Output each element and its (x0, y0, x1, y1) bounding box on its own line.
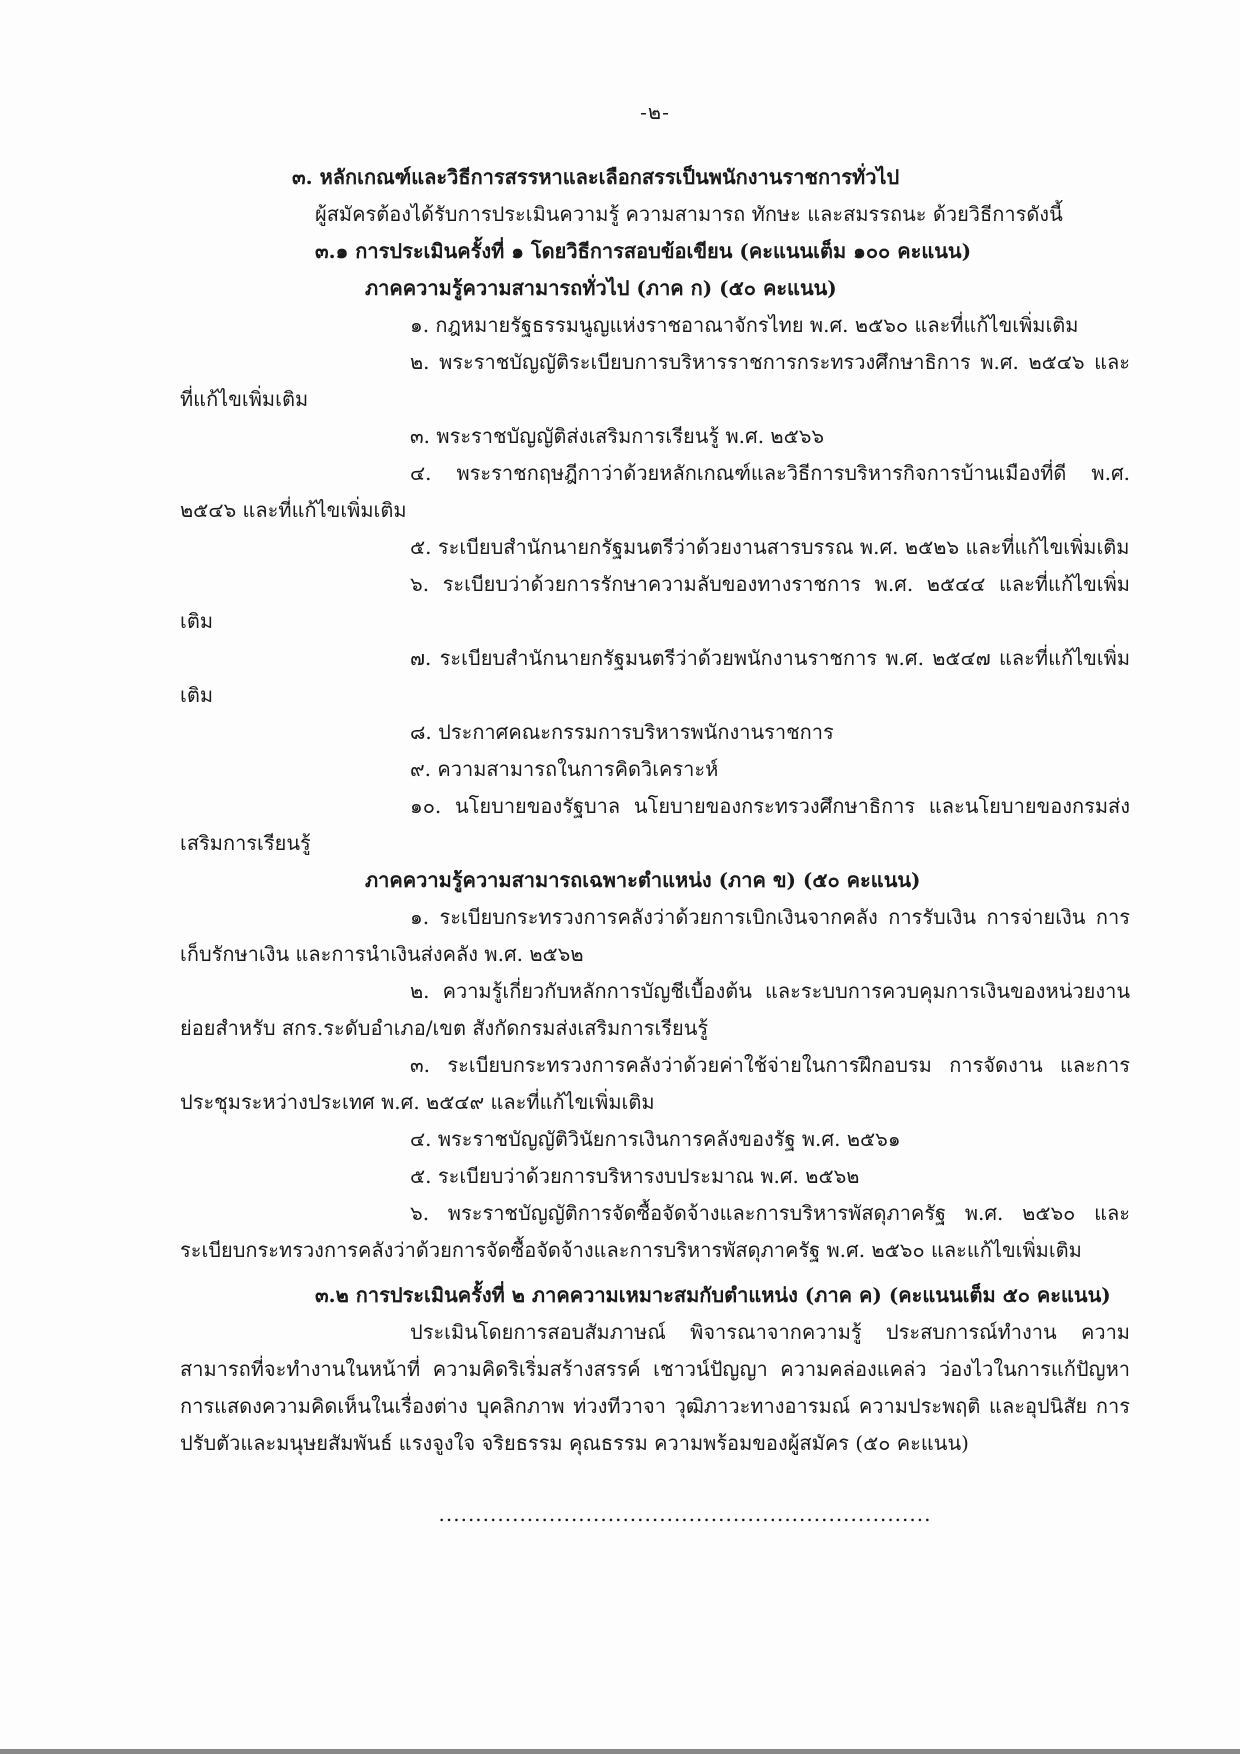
end-dotted-line: ................................................................... (438, 1502, 932, 1526)
list-item: ๔. พระราชกฤษฎีกาว่าด้วยหลักเกณฑ์และวิธีการบริหารกิจการบ้านเมืองที่ดี พ.ศ. ๒๕๔๖ และที่แก้ไขเพิ่มเติม (180, 461, 1130, 522)
section-3-2-heading: ๓.๒ การประเมินครั้งที่ ๒ ภาคความเหมาะสมกับตำแหน่ง (ภาค ค) (คะแนนเต็ม ๕๐ คะแนน) (315, 1283, 1111, 1307)
section-3-2-body: ประเมินโดยการสอบสัมภาษณ์ พิจารณาจากความรู้ ประสบการณ์ทำงาน ความสามารถที่จะทำงานในหน้าที่ ความคิดริเริ่มสร้างสรรค์ เชาวน์ปัญญา ความคล่องแคล่ว ว่องไวในการแก้ปัญหา การแสดงความคิดเห็นในเรื่องต่าง บุคลิกภาพ ท่วงทีวาจา วุฒิภาวะทางอารมณ์ ความประพฤติ และอุปนิสัย การปรับตัวและมนุษยสัมพันธ์ แรงจูงใจ จริยธรรม คุณธรรม ความพร้อมของผู้สมัคร (๕๐ คะแนน) (180, 1320, 1130, 1455)
list-item: ๓. ระเบียบกระทรวงการคลังว่าด้วยค่าใช้จ่ายในการฝึกอบรม การจัดงาน และการประชุมระหว่างประเทศ พ.ศ. ๒๕๔๙ และที่แก้ไขเพิ่มเติม (180, 1053, 1130, 1114)
list-item: ๑. ระเบียบกระทรวงการคลังว่าด้วยการเบิกเงินจากคลัง การรับเงิน การจ่ายเงิน การเก็บรักษาเงิน และการนำเงินส่งคลัง พ.ศ. ๒๕๖๒ (180, 905, 1130, 966)
part-a-list (180, 307, 1130, 862)
list-item: ๘. ประกาศคณะกรรมการบริหารพนักงานราชการ (410, 720, 834, 744)
section-3-intro: ผู้สมัครต้องได้รับการประเมินความรู้ ความสามารถ ทักษะ และสมรรถนะ ด้วยวิธีการดังนี้ (315, 202, 1063, 226)
list-item: ๑. กฎหมายรัฐธรรมนูญแห่งราชอาณาจักรไทย พ.ศ. ๒๕๖๐ และที่แก้ไขเพิ่มเติม (410, 313, 1079, 337)
list-item: ๕. ระเบียบสำนักนายกรัฐมนตรีว่าด้วยงานสารบรรณ พ.ศ. ๒๕๒๖ และที่แก้ไขเพิ่มเติม (410, 535, 1130, 559)
part-b-list (180, 899, 1130, 1269)
part-b-title: ภาคความรู้ความสามารถเฉพาะตำแหน่ง (ภาค ข) (๕๐ คะแนน) (365, 868, 921, 892)
scan-edge (0, 1749, 1240, 1754)
list-item: ๖. พระราชบัญญัติการจัดซื้อจัดจ้างและการบริหารพัสดุภาครัฐ พ.ศ. ๒๕๖๐ และระเบียบกระทรวงการคลังว่าด้วยการจัดซื้อจัดจ้างและการบริหารพัสดุภาครัฐ พ.ศ. ๒๕๖๐ และแก้ไขเพิ่มเติม (180, 1201, 1130, 1262)
section-3-1-heading: ๓.๑ การประเมินครั้งที่ ๑ โดยวิธีการสอบข้อเขียน (คะแนนเต็ม ๑๐๐ คะแนน) (315, 239, 972, 263)
list-item: ๒. ความรู้เกี่ยวกับหลักการบัญชีเบื้องต้น และระบบการควบคุมการเงินของหน่วยงานย่อยสำหรับ สกร.ระดับอำเภอ/เขต สังกัดกรมส่งเสริมการเรียนรู้ (180, 979, 1130, 1040)
list-item: ๙. ความสามารถในการคิดวิเคราะห์ (410, 757, 719, 781)
list-item: ๓. พระราชบัญญัติส่งเสริมการเรียนรู้ พ.ศ. ๒๕๖๖ (410, 424, 825, 448)
list-item: ๔. พระราชบัญญัติวินัยการเงินการคลังของรัฐ พ.ศ. ๒๕๖๑ (410, 1127, 901, 1151)
section-3-heading: ๓. หลักเกณฑ์และวิธีการสรรหาและเลือกสรรเป็นพนักงานราชการทั่วไป (292, 165, 900, 189)
list-item: ๕. ระเบียบว่าด้วยการบริหารงบประมาณ พ.ศ. ๒๕๖๒ (410, 1164, 860, 1188)
list-item: ๒. พระราชบัญญัติระเบียบการบริหารราชการกระทรวงศึกษาธิการ พ.ศ. ๒๕๔๖ และที่แก้ไขเพิ่มเติม (180, 350, 1130, 411)
list-item: ๖. ระเบียบว่าด้วยการรักษาความลับของทางราชการ พ.ศ. ๒๕๔๔ และที่แก้ไขเพิ่มเติม (180, 572, 1130, 633)
page-number: -๒- (640, 100, 670, 124)
list-item: ๗. ระเบียบสำนักนายกรัฐมนตรีว่าด้วยพนักงานราชการ พ.ศ. ๒๕๔๗ และที่แก้ไขเพิ่มเติม (180, 646, 1130, 707)
list-item: ๑๐. นโยบายของรัฐบาล นโยบายของกระทรวงศึกษาธิการ และนโยบายของกรมส่งเสริมการเรียนรู้ (180, 794, 1130, 855)
part-a-title: ภาคความรู้ความสามารถทั่วไป (ภาค ก) (๕๐ คะแนน) (365, 276, 837, 300)
